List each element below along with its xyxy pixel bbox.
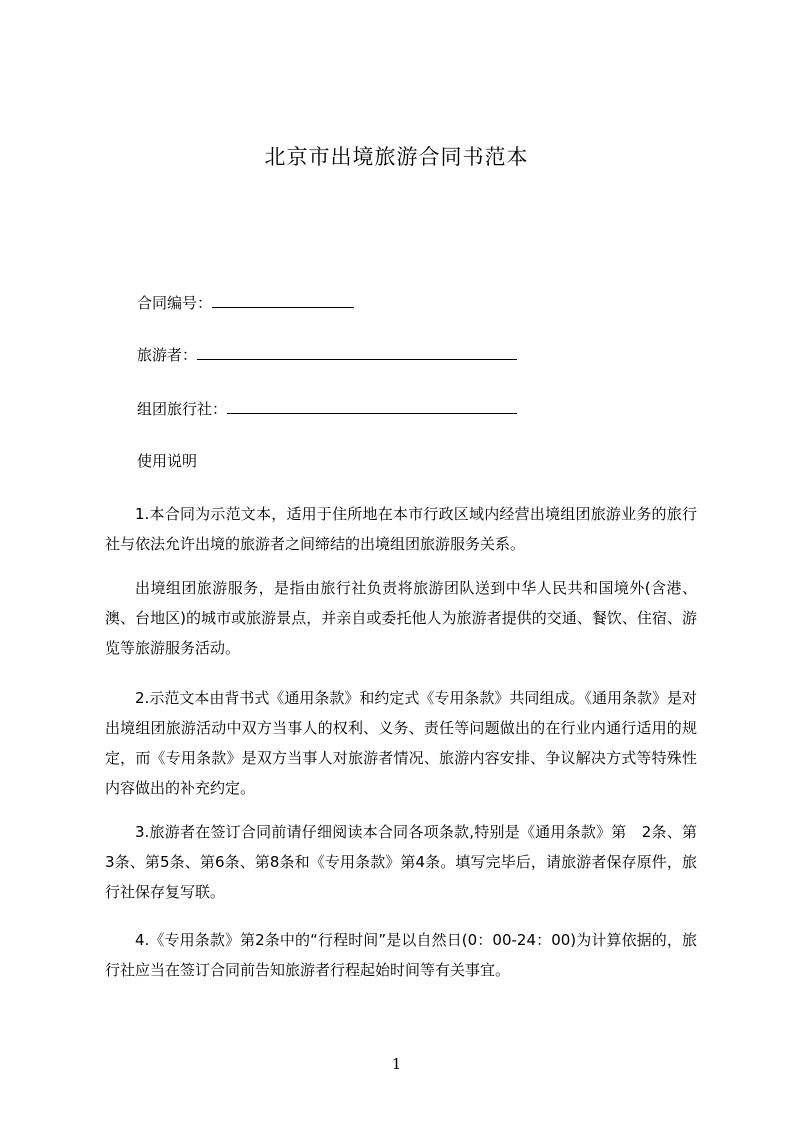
agency-field bbox=[137, 397, 517, 419]
contract-number-blank bbox=[212, 291, 354, 308]
paragraph-3: 2.示范文本由背书式《通用条款》和约定式《专用条款》共同组成。《通用条款》是对出境组团旅游活动中双方当事人的权利、义务、责任等问题做出的在行业内通行适用的规定，而《专用条款》是双方当事人对旅游者情况、旅游内容安排、争议解决方式等特殊性内容做出的补充约定。 bbox=[105, 689, 697, 797]
traveler-field bbox=[137, 343, 517, 365]
contract-number-label: 合同编号： bbox=[137, 294, 213, 312]
traveler-blank bbox=[197, 343, 517, 360]
paragraph-2: 出境组团旅游服务，是指由旅行社负责将旅游团队送到中华人民共和国境外(含港、澳、台地区)的城市或旅游景点，并亲自或委托他人为旅游者提供的交通、餐饮、住宿、游览等旅游服务活动。 bbox=[105, 579, 697, 657]
agency-label: 组团旅行社： bbox=[137, 400, 228, 418]
page-number: 1 bbox=[391, 1055, 402, 1073]
paragraph-5: 4.《专用条款》第2条中的“行程时间”是以自然日(0：00-24：00)为计算依据的，旅行社应当在签订合同前告知旅游者行程起始时间等有关事宜。 bbox=[105, 931, 697, 979]
contract-number-field bbox=[137, 291, 354, 313]
agency-blank bbox=[227, 397, 517, 414]
page-title: 北京市出境旅游合同书范本 bbox=[264, 145, 529, 169]
instructions-heading: 使用说明 bbox=[137, 452, 198, 470]
paragraph-4: 3.旅游者在签订合同前请仔细阅读本合同各项条款,特别是《通用条款》第 2条、第3条、第5条、第6条、第8条和《专用条款》第4条。填写完毕后，请旅游者保存原件，旅行社保存复写联。 bbox=[105, 823, 697, 901]
traveler-label: 旅游者： bbox=[137, 346, 198, 364]
paragraph-1: 1.本合同为示范文本，适用于住所地在本市行政区域内经营出境组团旅游业务的旅行社与依法允许出境的旅游者之间缔结的出境组团旅游服务关系。 bbox=[105, 505, 697, 553]
